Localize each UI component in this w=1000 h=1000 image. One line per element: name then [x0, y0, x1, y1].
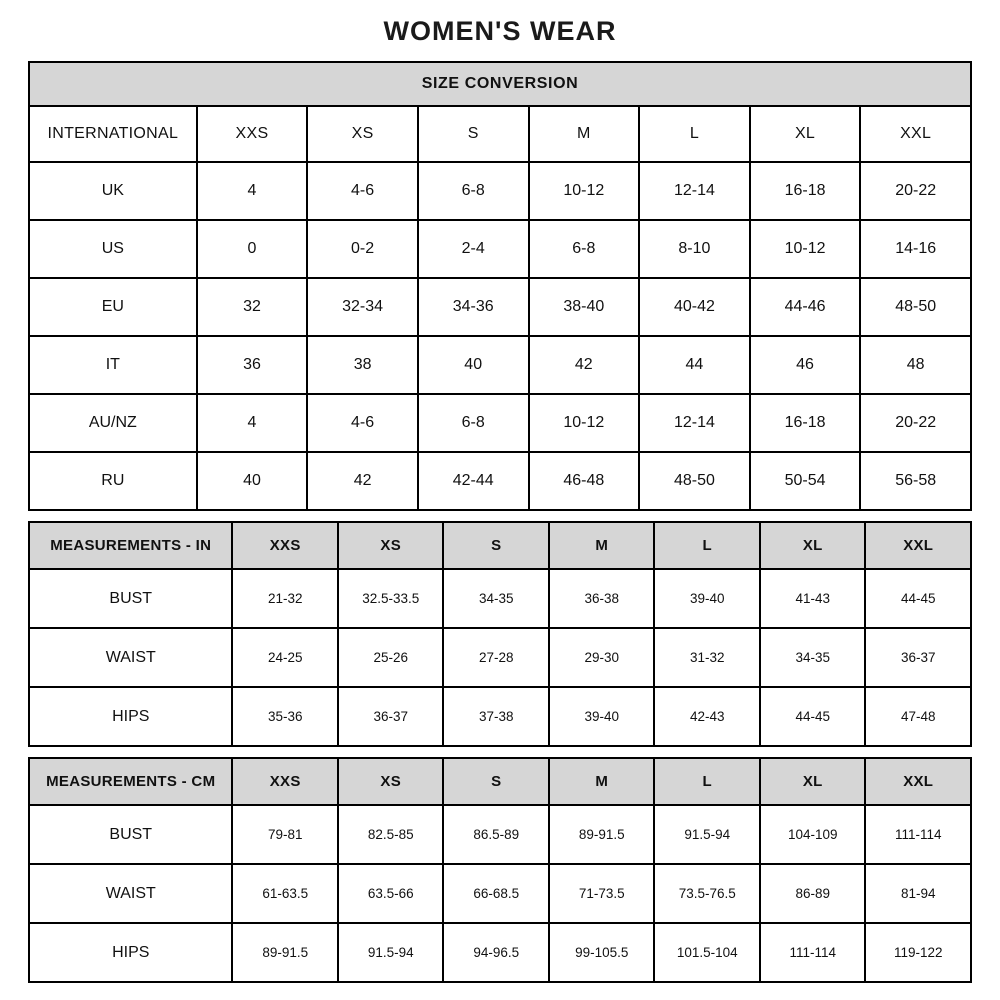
column-header: XXL	[865, 522, 971, 569]
value-cell: 71-73.5	[549, 864, 655, 923]
value-cell: 0-2	[307, 220, 418, 278]
value-cell: 89-91.5	[549, 805, 655, 864]
value-cell: 16-18	[750, 394, 861, 452]
header-corner: MEASUREMENTS - CM	[29, 758, 232, 805]
value-cell: 14-16	[860, 220, 971, 278]
value-cell: 32	[197, 278, 308, 336]
column-header: L	[654, 522, 760, 569]
value-cell: 82.5-85	[338, 805, 444, 864]
value-cell: 91.5-94	[654, 805, 760, 864]
value-cell: 42-43	[654, 687, 760, 746]
value-cell: 36-37	[865, 628, 971, 687]
value-cell: 4-6	[307, 162, 418, 220]
measurements-in-table	[28, 521, 972, 747]
value-cell: 20-22	[860, 394, 971, 452]
value-cell: 89-91.5	[232, 923, 338, 982]
value-cell: 35-36	[232, 687, 338, 746]
value-cell: 6-8	[529, 220, 640, 278]
value-cell: 94-96.5	[443, 923, 549, 982]
table-row	[29, 569, 971, 628]
size-conversion-table	[28, 61, 972, 511]
value-cell: 20-22	[860, 162, 971, 220]
value-cell: 4-6	[307, 394, 418, 452]
column-header: L	[639, 106, 750, 162]
measurements-cm-table	[28, 757, 972, 983]
value-cell: 16-18	[750, 162, 861, 220]
table-title: SIZE CONVERSION	[29, 62, 971, 106]
table-row	[29, 220, 971, 278]
row-label: UK	[29, 162, 197, 220]
value-cell: 12-14	[639, 162, 750, 220]
value-cell: 91.5-94	[338, 923, 444, 982]
column-header: XXL	[865, 758, 971, 805]
table-row	[29, 162, 971, 220]
table-row	[29, 687, 971, 746]
value-cell: 31-32	[654, 628, 760, 687]
value-cell: 48-50	[639, 452, 750, 510]
value-cell: 38	[307, 336, 418, 394]
value-cell: 34-35	[760, 628, 866, 687]
value-cell: 39-40	[549, 687, 655, 746]
column-header: M	[549, 522, 655, 569]
table-row	[29, 628, 971, 687]
value-cell: 24-25	[232, 628, 338, 687]
value-cell: 6-8	[418, 162, 529, 220]
value-cell: 50-54	[750, 452, 861, 510]
row-label: US	[29, 220, 197, 278]
column-header: L	[654, 758, 760, 805]
table-row	[29, 452, 971, 510]
column-header: S	[443, 758, 549, 805]
column-header: XL	[750, 106, 861, 162]
value-cell: 111-114	[865, 805, 971, 864]
value-cell: 36	[197, 336, 308, 394]
column-header: XS	[338, 758, 444, 805]
value-cell: 101.5-104	[654, 923, 760, 982]
value-cell: 21-32	[232, 569, 338, 628]
value-cell: 73.5-76.5	[654, 864, 760, 923]
table-row	[29, 336, 971, 394]
column-header: S	[443, 522, 549, 569]
row-label: WAIST	[29, 628, 232, 687]
value-cell: 81-94	[865, 864, 971, 923]
table-row	[29, 805, 971, 864]
row-label: IT	[29, 336, 197, 394]
value-cell: 34-35	[443, 569, 549, 628]
value-cell: 56-58	[860, 452, 971, 510]
value-cell: 79-81	[232, 805, 338, 864]
value-cell: 61-63.5	[232, 864, 338, 923]
table-title-row	[29, 62, 971, 106]
value-cell: 40	[418, 336, 529, 394]
value-cell: 86.5-89	[443, 805, 549, 864]
row-label: EU	[29, 278, 197, 336]
value-cell: 46-48	[529, 452, 640, 510]
row-label: AU/NZ	[29, 394, 197, 452]
column-header: M	[529, 106, 640, 162]
row-label: WAIST	[29, 864, 232, 923]
value-cell: 25-26	[338, 628, 444, 687]
value-cell: 12-14	[639, 394, 750, 452]
value-cell: 44-45	[865, 569, 971, 628]
table-header-row	[29, 522, 971, 569]
row-label: HIPS	[29, 687, 232, 746]
column-header: XS	[338, 522, 444, 569]
value-cell: 44	[639, 336, 750, 394]
table-row	[29, 864, 971, 923]
value-cell: 37-38	[443, 687, 549, 746]
column-header: XXS	[197, 106, 308, 162]
value-cell: 111-114	[760, 923, 866, 982]
column-header: XXS	[232, 522, 338, 569]
value-cell: 119-122	[865, 923, 971, 982]
value-cell: 66-68.5	[443, 864, 549, 923]
table-row	[29, 278, 971, 336]
value-cell: 40	[197, 452, 308, 510]
value-cell: 99-105.5	[549, 923, 655, 982]
value-cell: 10-12	[750, 220, 861, 278]
table-header-row	[29, 106, 971, 162]
column-header: M	[549, 758, 655, 805]
value-cell: 8-10	[639, 220, 750, 278]
value-cell: 10-12	[529, 162, 640, 220]
value-cell: 44-46	[750, 278, 861, 336]
value-cell: 48-50	[860, 278, 971, 336]
value-cell: 44-45	[760, 687, 866, 746]
value-cell: 10-12	[529, 394, 640, 452]
value-cell: 2-4	[418, 220, 529, 278]
value-cell: 32.5-33.5	[338, 569, 444, 628]
value-cell: 41-43	[760, 569, 866, 628]
table-header-row	[29, 758, 971, 805]
row-label: RU	[29, 452, 197, 510]
value-cell: 4	[197, 394, 308, 452]
value-cell: 38-40	[529, 278, 640, 336]
header-corner: INTERNATIONAL	[29, 106, 197, 162]
column-header: XS	[307, 106, 418, 162]
value-cell: 63.5-66	[338, 864, 444, 923]
row-label: BUST	[29, 569, 232, 628]
value-cell: 32-34	[307, 278, 418, 336]
value-cell: 104-109	[760, 805, 866, 864]
value-cell: 27-28	[443, 628, 549, 687]
value-cell: 36-38	[549, 569, 655, 628]
value-cell: 39-40	[654, 569, 760, 628]
value-cell: 0	[197, 220, 308, 278]
value-cell: 86-89	[760, 864, 866, 923]
value-cell: 42	[307, 452, 418, 510]
value-cell: 40-42	[639, 278, 750, 336]
value-cell: 42-44	[418, 452, 529, 510]
column-header: S	[418, 106, 529, 162]
table-row	[29, 923, 971, 982]
row-label: HIPS	[29, 923, 232, 982]
value-cell: 46	[750, 336, 861, 394]
value-cell: 48	[860, 336, 971, 394]
column-header: XL	[760, 522, 866, 569]
table-row	[29, 394, 971, 452]
value-cell: 29-30	[549, 628, 655, 687]
value-cell: 6-8	[418, 394, 529, 452]
value-cell: 36-37	[338, 687, 444, 746]
value-cell: 34-36	[418, 278, 529, 336]
value-cell: 4	[197, 162, 308, 220]
value-cell: 47-48	[865, 687, 971, 746]
column-header: XXS	[232, 758, 338, 805]
column-header: XL	[760, 758, 866, 805]
header-corner: MEASUREMENTS - IN	[29, 522, 232, 569]
page-title: WOMEN'S WEAR	[383, 16, 617, 46]
row-label: BUST	[29, 805, 232, 864]
column-header: XXL	[860, 106, 971, 162]
value-cell: 42	[529, 336, 640, 394]
